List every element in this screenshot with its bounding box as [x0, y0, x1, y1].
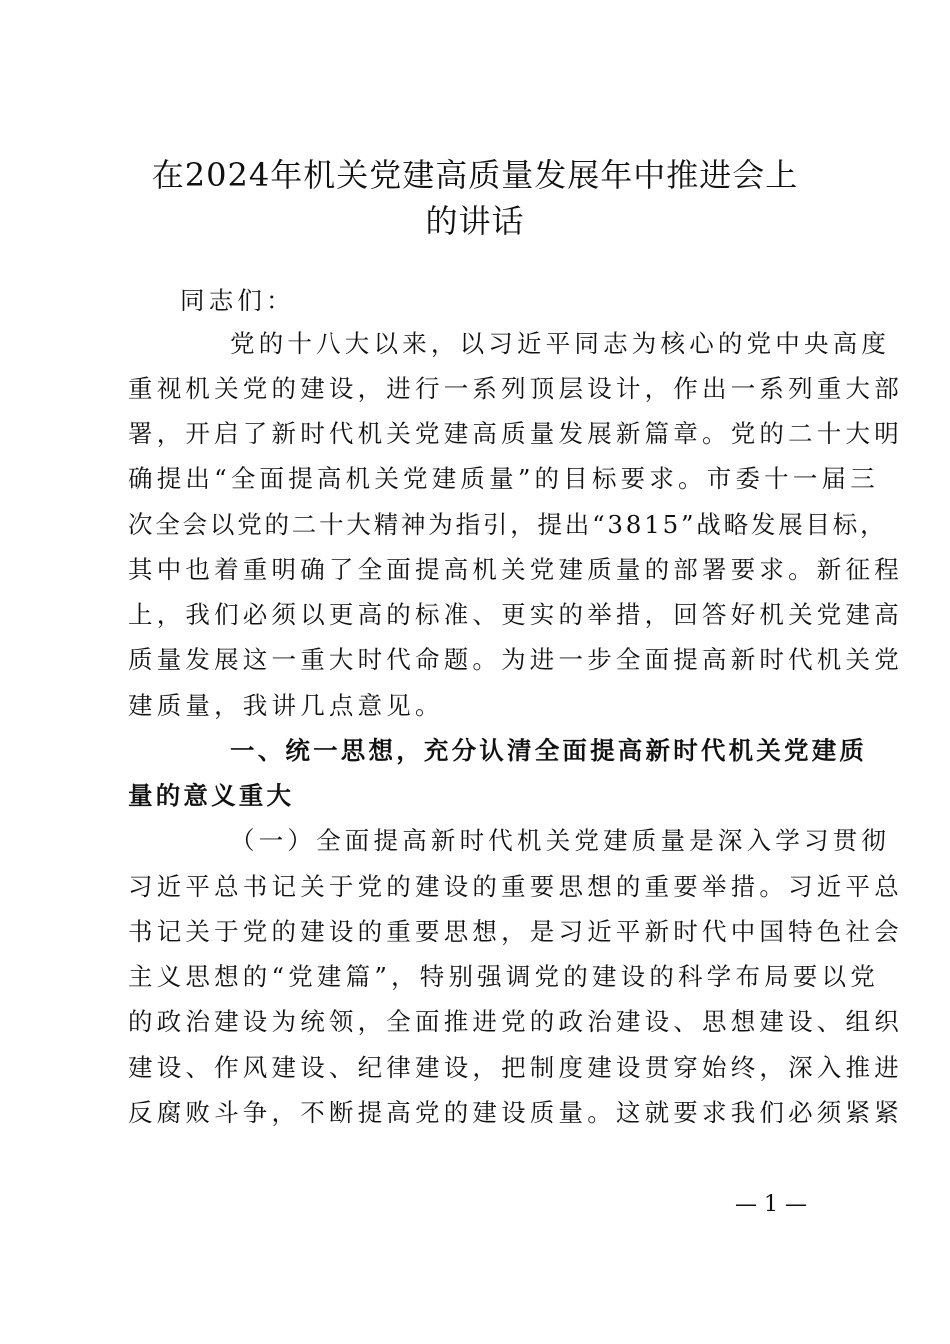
- paragraph-line: 书记关于党的建设的重要思想，是习近平新时代中国特色社会: [128, 917, 903, 946]
- paragraph-line: 次全会以党的二十大精神为指引，提出“3815”战略发展目标，: [128, 510, 888, 539]
- page-number: — 1 —: [735, 1192, 807, 1217]
- section-heading-line: 量的意义重大: [128, 781, 295, 810]
- paragraph-line: 建设、作风建设、纪律建设，把制度建设贯穿始终，深入推进: [128, 1053, 903, 1082]
- paragraph-line: 其中也着重明确了全面提高机关党建质量的部署要求。新征程: [128, 555, 903, 584]
- paragraph-line: 反腐败斗争，不断提高党的建设质量。这就要求我们必须紧紧: [128, 1098, 903, 1127]
- document-title-line-1: 在2024年机关党建高质量发展年中推进会上: [151, 156, 799, 194]
- document-title-line-2: 的讲话: [425, 202, 525, 240]
- paragraph-line: 署，开启了新时代机关党建高质量发展新篇章。党的二十大明: [128, 419, 903, 448]
- section-heading-line: 一、统一思想，充分认清全面提高新时代机关党建质: [230, 736, 868, 765]
- salutation: 同志们：: [180, 286, 295, 315]
- paragraph-line: 的政治建设为统领，全面推进党的政治建设、思想建设、组织: [128, 1007, 903, 1036]
- paragraph-line: 上，我们必须以更高的标准、更实的举措，回答好机关党建高: [128, 600, 903, 629]
- paragraph-line: 党的十八大以来，以习近平同志为核心的党中央高度: [230, 329, 891, 358]
- paragraph-line: 重视机关党的建设，进行一系列顶层设计，作出一系列重大部: [128, 374, 903, 403]
- paragraph-line: 主义思想的“党建篇”，特别强调党的建设的科学布局要以党: [128, 962, 879, 991]
- paragraph-line: 建质量，我讲几点意见。: [128, 691, 444, 720]
- paragraph-line: 质量发展这一重大时代命题。为进一步全面提高新时代机关党: [128, 645, 903, 674]
- paragraph-line: （一）全面提高新时代机关党建质量是深入学习贯彻: [230, 826, 891, 855]
- paragraph-line: 习近平总书记关于党的建设的重要思想的重要举措。习近平总: [128, 872, 903, 901]
- paragraph-line: 确提出“全面提高机关党建质量”的目标要求。市委十一届三: [128, 464, 879, 493]
